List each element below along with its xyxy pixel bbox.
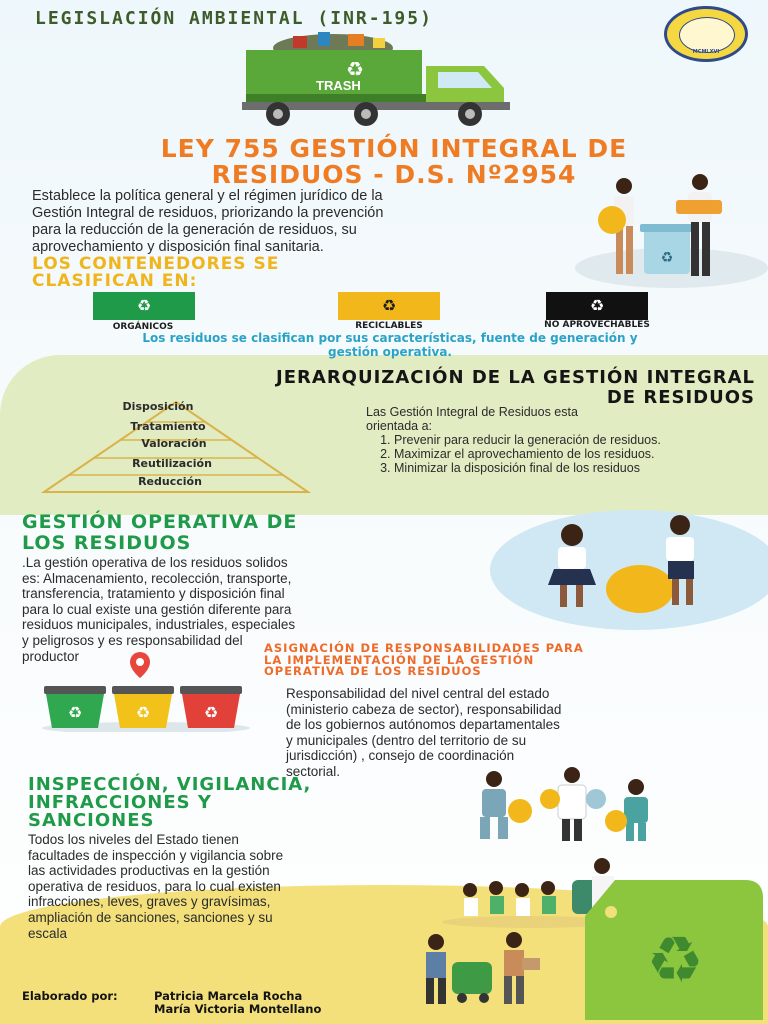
operativa-line: residuos municipales, industriales, especiales bbox=[22, 617, 296, 633]
recycle-icon: ♻ bbox=[135, 703, 151, 722]
inspeccion-line: infracciones, leves, graves y gravísimas, bbox=[28, 894, 271, 910]
containers-title bbox=[32, 256, 279, 290]
inspeccion-title-line: INFRACCIONES Y bbox=[28, 792, 212, 813]
seal-emblem bbox=[679, 17, 735, 53]
list-item: 1. Prevenir para reducir la generación de residuos. bbox=[394, 433, 746, 447]
containers-note bbox=[40, 331, 740, 359]
main-title-line: RESIDUOS - D.S. Nº2954 bbox=[211, 160, 577, 189]
recycle-icon: ♻ bbox=[646, 924, 704, 998]
inspeccion-title bbox=[28, 776, 311, 830]
operativa-line: es: Almacenamiento, recolección, transporte, bbox=[22, 570, 292, 586]
recycle-icon: ♻ bbox=[381, 296, 397, 315]
container-reciclables bbox=[338, 292, 440, 320]
girl-figure bbox=[548, 524, 596, 607]
main-title-line: LEY 755 GESTIÓN INTEGRAL DE bbox=[160, 134, 628, 163]
recycle-icon: ♻ bbox=[660, 250, 674, 266]
recycle-icon: ♻ bbox=[346, 57, 364, 81]
pyramid-level: Reutilización bbox=[132, 457, 212, 470]
intro-paragraph bbox=[32, 188, 592, 256]
garbage-truck-illustration bbox=[238, 28, 538, 130]
operativa-line: para lo cual existe una gestión diferente para bbox=[22, 601, 292, 617]
intro-line: Gestión Integral de residuos, priorizando la prevención bbox=[32, 205, 384, 221]
recycle-icon: ♻ bbox=[203, 703, 219, 722]
recycling-bin bbox=[44, 686, 106, 728]
asignacion-line: y municipales (dentro del territorio de su bbox=[286, 732, 527, 748]
inspeccion-line: ampliación de sanciones, sanciones y su bbox=[28, 909, 273, 925]
intro-line: aprovechamiento y disposición final sanitaria. bbox=[32, 239, 324, 255]
containers-title-line: LOS CONTENEDORES SE bbox=[32, 254, 280, 274]
hierarchy-description bbox=[366, 405, 746, 475]
asignacion-title-line: ASIGNACIÓN DE RESPONSABILIDADES PARA bbox=[264, 641, 584, 655]
operativa-line: y peligrosos y es responsabilidad del bbox=[22, 632, 243, 648]
asignacion-line: sectorial. bbox=[286, 763, 341, 779]
inspeccion-line: escala bbox=[28, 925, 68, 941]
inspeccion-line: operativa de residuos, para lo cual existen bbox=[28, 878, 281, 894]
container-label: NO APROVECHABLES bbox=[544, 320, 650, 330]
author-name: María Victoria Montellano bbox=[154, 1002, 322, 1016]
woman-figure bbox=[504, 932, 540, 1004]
hierarchy-goals-list bbox=[366, 433, 746, 475]
operativa-title-line: GESTIÓN OPERATIVA DE bbox=[22, 511, 298, 533]
people-recycling-illustration bbox=[596, 170, 746, 282]
list-item: 3. Minimizar la disposición final de los residuos bbox=[394, 461, 746, 475]
pyramid-level: Reducción bbox=[138, 475, 202, 488]
container-no-aprovechables bbox=[546, 292, 648, 320]
inspeccion-title-line: SANCIONES bbox=[28, 810, 155, 831]
woman-figure bbox=[598, 178, 634, 274]
list-item: 2. Maximizar el aprovechamiento de los residuos. bbox=[394, 447, 746, 461]
children-group bbox=[463, 881, 556, 916]
operativa-line: transferencia, tratamiento y disposición final bbox=[22, 586, 285, 602]
recycling-bins-illustration bbox=[40, 650, 252, 732]
intro-line: Establece la política general y el régimen jurídico de la bbox=[32, 188, 383, 204]
operativa-line: productor bbox=[22, 648, 80, 664]
recycle-icon: ♻ bbox=[589, 296, 605, 315]
credits-row bbox=[22, 1003, 321, 1016]
doctor-figure bbox=[540, 767, 606, 841]
asignacion-line: jurisdicción) , consejo de coordinación bbox=[286, 748, 515, 764]
header-title: LEGISLACIÓN AMBIENTAL (INR-195) bbox=[35, 8, 433, 29]
kids-collecting-illustration bbox=[520, 515, 740, 615]
containers-title-line: CLASIFICAN EN: bbox=[32, 271, 198, 291]
credits bbox=[22, 990, 321, 1016]
pyramid-level: Valoración bbox=[141, 437, 207, 450]
man-figure bbox=[426, 934, 446, 1004]
operativa-line: .La gestión operativa de los residuos solidos bbox=[22, 555, 288, 570]
hierarchy-intro-line: Las Gestión Integral de Residuos esta bbox=[366, 405, 578, 419]
worker-figure bbox=[480, 771, 532, 839]
inspeccion-title-line: INSPECCIÓN, VIGILANCIA, bbox=[28, 774, 312, 795]
credits-label: Elaborado por: bbox=[22, 989, 118, 1003]
hierarchy-title-line: JERARQUIZACIÓN DE LA GESTIÓN INTEGRAL bbox=[276, 367, 755, 388]
hierarchy-intro-line: orientada a: bbox=[366, 419, 433, 433]
containers-note-line: gestión operativa. bbox=[327, 345, 452, 359]
containers-note-line: Los residuos se clasifican por sus características, fuente de generación y bbox=[142, 331, 638, 345]
asignacion-title-line: OPERATIVA DE LOS RESIDUOS bbox=[264, 664, 482, 678]
container-organicos bbox=[93, 292, 195, 320]
asignacion-line: de los gobiernos autónomos departamentales bbox=[286, 717, 560, 733]
university-seal bbox=[664, 6, 748, 62]
seal-text: MCMLXVI bbox=[692, 49, 720, 55]
inspeccion-line: facultades de inspección y vigilancia sobre bbox=[28, 847, 284, 863]
truck-label: TRASH bbox=[316, 78, 361, 93]
asignacion-line: Responsabilidad del nivel central del estado bbox=[286, 686, 550, 701]
pyramid-level: Tratamiento bbox=[130, 420, 206, 433]
intro-line: para la reducción de la generación de residuos, su bbox=[32, 222, 357, 238]
people-with-cart-illustration bbox=[418, 928, 558, 1024]
inspeccion-paragraph bbox=[28, 832, 408, 941]
inspeccion-line: Todos los niveles del Estado tienen bbox=[28, 832, 239, 847]
asignacion-line: (ministerio cabeza de sector), responsabilidad bbox=[286, 701, 562, 717]
workers-illustration bbox=[450, 765, 670, 845]
container-label: RECICLABLES bbox=[355, 321, 423, 331]
recycle-tag-illustration bbox=[545, 870, 768, 1024]
operativa-title-line: LOS RESIDUOS bbox=[22, 532, 192, 554]
inspeccion-line: las actividades productivas en la gestión bbox=[28, 863, 270, 879]
asignacion-title bbox=[264, 643, 744, 678]
recycle-icon: ♻ bbox=[67, 703, 83, 722]
recycling-bin bbox=[112, 686, 174, 728]
pyramid-level: Disposición bbox=[122, 400, 194, 413]
green-cart bbox=[452, 962, 492, 994]
operativa-title bbox=[22, 512, 297, 554]
container-label: ORGÁNICOS bbox=[112, 322, 174, 332]
trash-bag bbox=[606, 565, 674, 613]
recycling-bin bbox=[180, 686, 242, 728]
author-name: Patricia Marcela Rocha bbox=[154, 989, 303, 1003]
hierarchy-title-line: DE RESIDUOS bbox=[606, 387, 755, 408]
recycle-icon: ♻ bbox=[136, 296, 152, 315]
asignacion-title-line: LA IMPLEMENTACIÓN DE LA GESTIÓN bbox=[264, 652, 535, 667]
worker-figure bbox=[605, 779, 648, 841]
